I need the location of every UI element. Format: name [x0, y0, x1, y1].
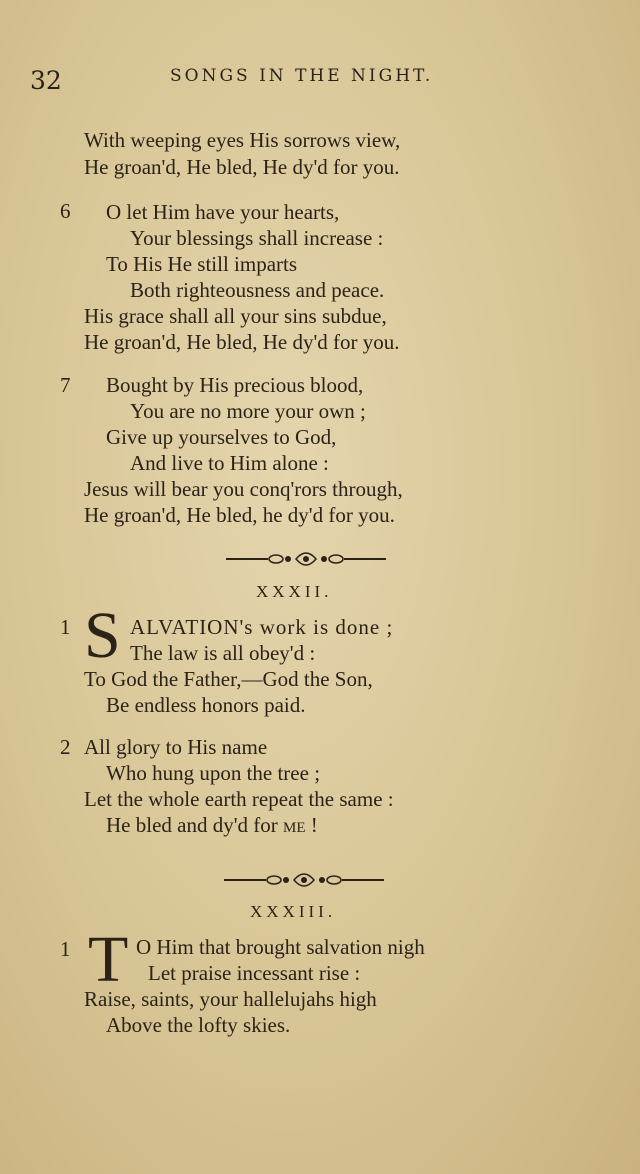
verse-line: O let Him have your hearts,	[106, 200, 340, 224]
verse-text: He bled and dy'd for	[106, 813, 278, 837]
verse-line: Who hung upon the tree ;	[106, 761, 321, 785]
stanza-number: 6	[60, 199, 71, 223]
verse-line: He groan'd, He bled, He dy'd for you.	[84, 330, 400, 354]
verse-line: And live to Him alone :	[130, 451, 329, 475]
emphasis-word: me	[282, 813, 306, 837]
verse-line: To His He still imparts	[106, 252, 298, 276]
verse-line: He groan'd, He bled, He dy'd for you.	[84, 155, 400, 179]
hymn-title: XXXII.	[256, 582, 333, 601]
stanza-number: 7	[60, 373, 71, 397]
ornament-divider	[226, 548, 386, 570]
verse-line: Above the lofty skies.	[106, 1013, 291, 1037]
verse-line: Bought by His precious blood,	[106, 373, 364, 397]
verse-line: He groan'd, He bled, he dy'd for you.	[84, 503, 395, 527]
verse-line: The law is all obey'd :	[130, 641, 316, 665]
verse-line: Let praise incessant rise :	[148, 961, 361, 985]
verse-line: You are no more your own ;	[130, 399, 366, 423]
drop-cap: S	[84, 599, 121, 672]
drop-cap: T	[88, 923, 129, 996]
verse-line: ALVATION's work is done ;	[130, 615, 394, 639]
running-head: SONGS IN THE NIGHT.	[170, 66, 434, 86]
end-mark: !	[310, 813, 318, 837]
verse-line: Your blessings shall increase :	[130, 226, 384, 250]
verse-line: O Him that brought salvation nigh	[136, 935, 425, 959]
verse-line	[106, 812, 318, 838]
stanza-number: 2	[60, 735, 71, 759]
page-number: 32	[30, 66, 62, 95]
verse-line: Raise, saints, your hallelujahs high	[84, 987, 377, 1011]
ornament-divider	[224, 869, 384, 891]
verse-line: Both righteousness and peace.	[130, 278, 385, 302]
verse-line: To God the Father,—God the Son,	[84, 667, 373, 691]
verse-line: Jesus will bear you conq'rors through,	[84, 477, 403, 501]
stanza-number: 1	[60, 937, 71, 961]
stanza-number: 1	[60, 615, 71, 639]
verse-line: Give up yourselves to God,	[106, 425, 337, 449]
verse-line: His grace shall all your sins subdue,	[84, 304, 387, 328]
verse-line: With weeping eyes His sorrows view,	[84, 128, 401, 152]
verse-line: Let the whole earth repeat the same :	[84, 787, 394, 811]
verse-line: Be endless honors paid.	[106, 693, 306, 717]
verse-line: All glory to His name	[84, 735, 268, 759]
hymn-title: XXXIII.	[250, 902, 337, 921]
